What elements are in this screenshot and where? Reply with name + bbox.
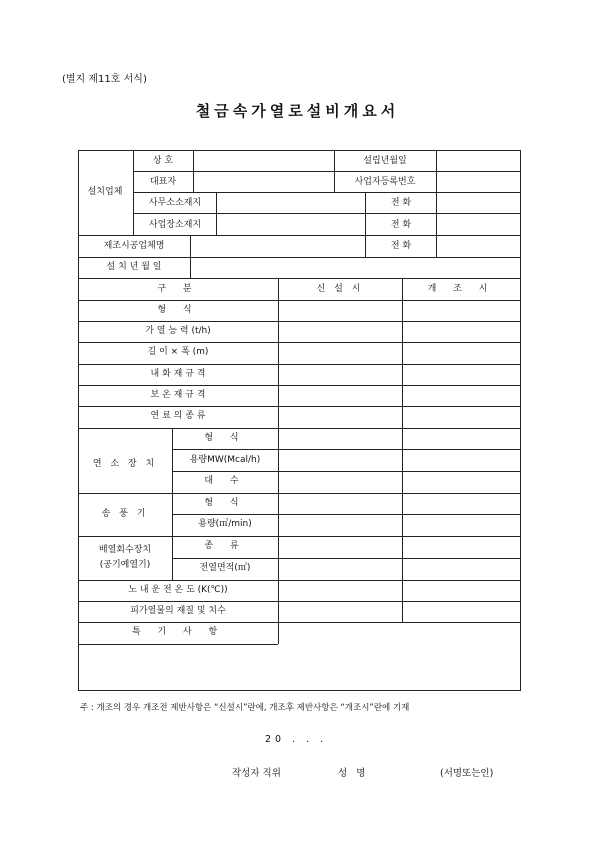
site-address-label: 사업장소재지 (148, 220, 202, 230)
signature-label: (서명또는인) (440, 768, 494, 779)
date-line: 20 . . . (265, 734, 328, 745)
recovery-kind-label: 종 류 (204, 541, 246, 551)
office-phone-label: 전 화 (390, 198, 412, 208)
furnace-temp-label: 노 내 운 전 온 도 (K(℃)) (128, 585, 228, 595)
business-reg-no-label: 사업자등록번호 (354, 177, 416, 187)
blower-label: 송 풍 기 (101, 509, 149, 519)
type-row-label: 형 식 (157, 305, 199, 315)
new-installation-header: 신 설 시 (316, 284, 364, 294)
burner-label: 연 소 장 치 (92, 459, 158, 469)
air-preheater-label: (공기예열기) (99, 560, 151, 570)
blower-capacity-label: 용량(㎥/min) (198, 519, 252, 529)
writer-name-label: 성 명 (338, 768, 369, 779)
remarks-label: 특 기 사 항 (131, 627, 225, 637)
burner-type-label: 형 식 (204, 433, 246, 443)
heating-capacity-label: 가 열 능 력 (t/h) (145, 326, 211, 336)
manufacturer-phone-label: 전 화 (390, 241, 412, 251)
heat-transfer-area-label: 전열면적(㎡) (199, 563, 251, 573)
install-date-label: 설 치 년 월 일 (106, 262, 162, 272)
insulation-spec-label: 보 온 재 규 격 (150, 390, 206, 400)
material-dimension-label: 피가열물의 재질 및 치수 (130, 606, 226, 616)
burner-capacity-label: 용량MW(Mcal/h) (189, 455, 261, 465)
heat-recovery-label: 배열회수장치 (98, 545, 152, 555)
company-name-label: 상 호 (152, 156, 174, 166)
writer-position-label: 작성자 직위 (232, 768, 281, 779)
site-phone-label: 전 화 (390, 220, 412, 230)
installer-group-label: 설치업체 (87, 187, 123, 197)
form-title: 철금속가열로설비개요서 (195, 102, 400, 120)
form-number: (별지 제11호 서식) (62, 74, 147, 85)
manufacturer-label: 제조시공업체명 (103, 241, 165, 251)
burner-count-label: 대 수 (204, 476, 246, 486)
fuel-type-label: 연 료 의 종 류 (150, 411, 206, 421)
representative-label: 대표자 (149, 177, 177, 187)
office-address-label: 사무소소재지 (148, 198, 202, 208)
established-date-label: 설립년월일 (363, 156, 407, 166)
modification-header: 개 조 시 (427, 284, 495, 294)
refractory-spec-label: 내 화 재 규 격 (150, 369, 206, 379)
blower-type-label: 형 식 (204, 498, 246, 508)
instruction-note: 주 : 개조의 경우 개조전 제반사항은 “신설시”란에, 개조후 제반사항은 “개조시”란에 기재 (80, 703, 410, 713)
length-width-label: 길 이 × 폭 (m) (147, 347, 209, 357)
division-header: 구 분 (157, 284, 199, 294)
